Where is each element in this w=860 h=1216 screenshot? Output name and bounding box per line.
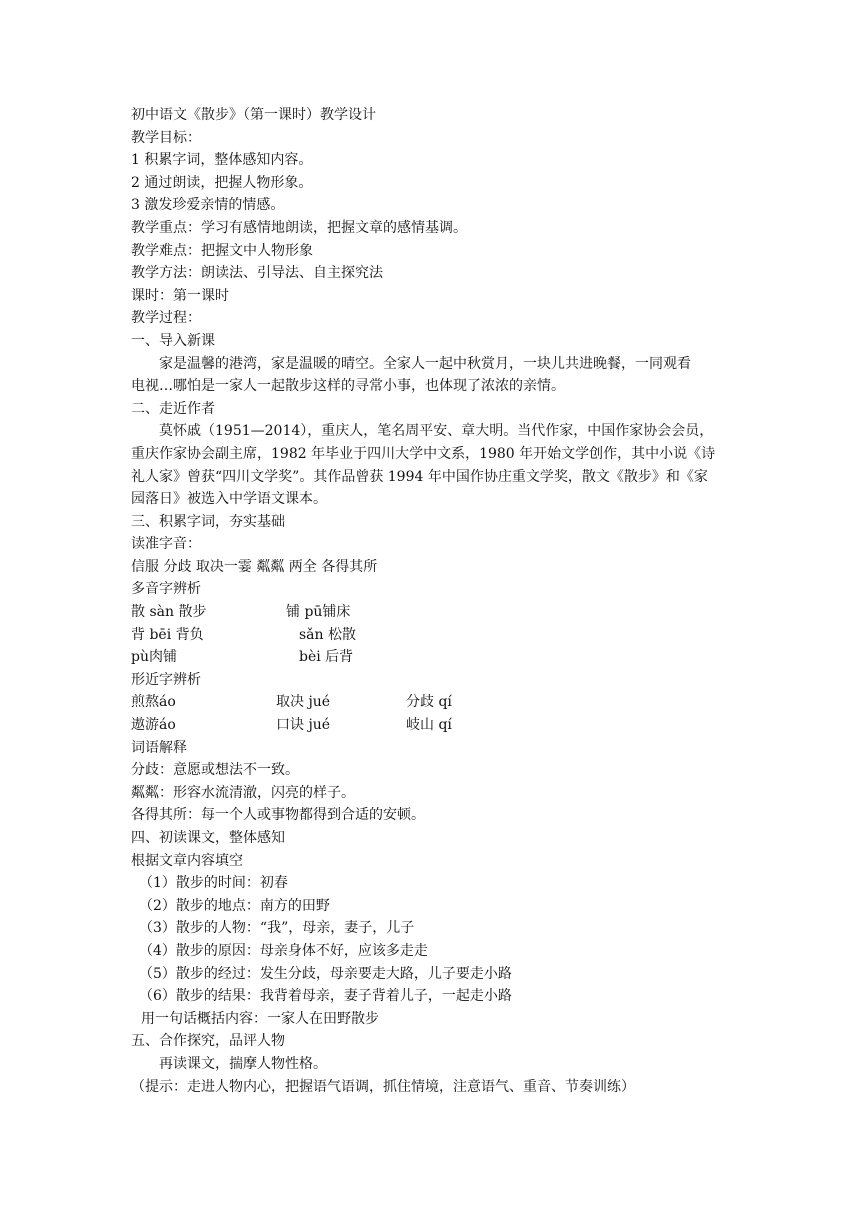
fill-in-item: （5）散步的经过：发生分歧，母亲要走大路，儿子要走小路 — [139, 965, 512, 982]
class-period: 课时：第一课时 — [131, 287, 229, 304]
document-body — [131, 104, 731, 1098]
author-paragraph-line: 礼人家》曾获“四川文学奖”。其作品曾获 1994 年中国作协庄重文学奖，散文《散步》和《家 — [131, 468, 708, 485]
teaching-methods: 教学方法：朗读法、引导法、自主探究法 — [131, 265, 383, 282]
content-summary: 用一句话概括内容：一家人在田野散步 — [141, 1010, 379, 1027]
fill-in-item: （6）散步的结果：我背着母亲，妻子背着儿子，一起走小路 — [139, 988, 512, 1005]
similar-chars-cell: 分歧 qí — [406, 694, 452, 711]
fill-in-item: （2）散步的地点：南方的田野 — [139, 897, 330, 914]
similar-chars-cell: 岐山 qí — [406, 717, 452, 734]
teaching-difficulty: 教学难点：把握文中人物形象 — [131, 242, 313, 259]
vocab-item: 各得其所：每一个人或事物都得到合适的安顿。 — [131, 807, 425, 824]
exploration-paragraph: 再读课文，揣摩人物性格。 — [159, 1055, 327, 1072]
polyphone-row — [131, 646, 731, 669]
similar-chars-cell: 口诀 jué — [276, 717, 331, 734]
similar-chars-cell: 遨游áo — [131, 717, 176, 734]
vocab-label: 词语解释 — [131, 739, 187, 756]
document-title: 初中语文《散步》（第一课时）教学设计 — [131, 107, 376, 123]
polyphone-row — [131, 624, 731, 647]
vocab-item: 粼粼：形容水流清澈，闪亮的样子。 — [131, 784, 355, 801]
author-paragraph-line: 重庆作家协会副主席，1982 年毕业于四川大学中文系，1980 年开始文学创作，其中小说《诗 — [131, 445, 716, 462]
fill-in-item: （4）散步的原因：母亲身体不好，应该多走走 — [139, 942, 428, 959]
author-paragraph-line: 莫怀戚（1951—2014），重庆人，笔名周平安、章大明。当代作家，中国作家协会会员， — [159, 423, 714, 440]
goals-label: 教学目标： — [131, 129, 201, 146]
polyphone-cell: 散 sàn 散步 — [131, 604, 207, 621]
polyphone-cell: sǎn 松散 — [299, 626, 356, 643]
polyphone-cell: 背 bēi 背负 — [131, 626, 204, 643]
intro-paragraph-line: 家是温馨的港湾，家是温暖的晴空。全家人一起中秋赏月，一块儿共进晚餐，一同观看 — [159, 355, 691, 372]
goal-item: 2 通过朗读，把握人物形象。 — [131, 174, 313, 191]
author-paragraph-line: 园落日》被选入中学语文课本。 — [131, 491, 327, 508]
intro-paragraph-line: 电视…哪怕是一家人一起散步这样的寻常小事，也体现了浓浓的亲情。 — [131, 378, 565, 395]
section-heading-author: 二、走近作者 — [131, 400, 215, 417]
polyphone-row — [131, 601, 731, 624]
pronunciation-words: 信服 分歧 取决一霎 粼粼 两全 各得其所 — [131, 558, 378, 575]
polyphone-cell: pù肉铺 — [131, 649, 177, 666]
vocab-item: 分歧：意愿或想法不一致。 — [131, 762, 299, 779]
similar-chars-cell: 取决 jué — [276, 694, 331, 711]
polyphone-cell: 铺 pū铺床 — [286, 604, 351, 621]
goal-item: 3 激发珍爱亲情的情感。 — [131, 197, 285, 214]
fill-in-item: （3）散步的人物：“我”，母亲，妻子，儿子 — [139, 920, 415, 937]
process-label: 教学过程： — [131, 310, 201, 327]
pronunciation-label: 读准字音： — [131, 536, 201, 553]
similar-chars-row — [131, 714, 731, 737]
polyphone-cell: bèi 后背 — [299, 649, 354, 666]
fill-in-item: （1）散步的时间：初春 — [139, 875, 288, 892]
similar-chars-cell: 煎熬áo — [131, 694, 176, 711]
exploration-hint: （提示：走进人物内心，把握语气语调，抓住情境，注意语气、重音、节奏训练） — [131, 1078, 635, 1095]
fill-in-label: 根据文章内容填空 — [131, 852, 243, 869]
similar-chars-label: 形近字辨析 — [131, 671, 201, 688]
section-heading-vocabulary: 三、积累字词，夯实基础 — [131, 513, 285, 530]
teaching-focus: 教学重点：学习有感情地朗读，把握文章的感情基调。 — [131, 219, 467, 236]
section-heading-first-reading: 四、初读课文，整体感知 — [131, 830, 285, 846]
section-heading-exploration: 五、合作探究，品评人物 — [131, 1033, 285, 1050]
section-heading-intro: 一、导入新课 — [131, 332, 215, 349]
goal-item: 1 积累字词，整体感知内容。 — [131, 152, 313, 169]
polyphone-label: 多音字辨析 — [131, 581, 201, 598]
similar-chars-row — [131, 691, 731, 714]
